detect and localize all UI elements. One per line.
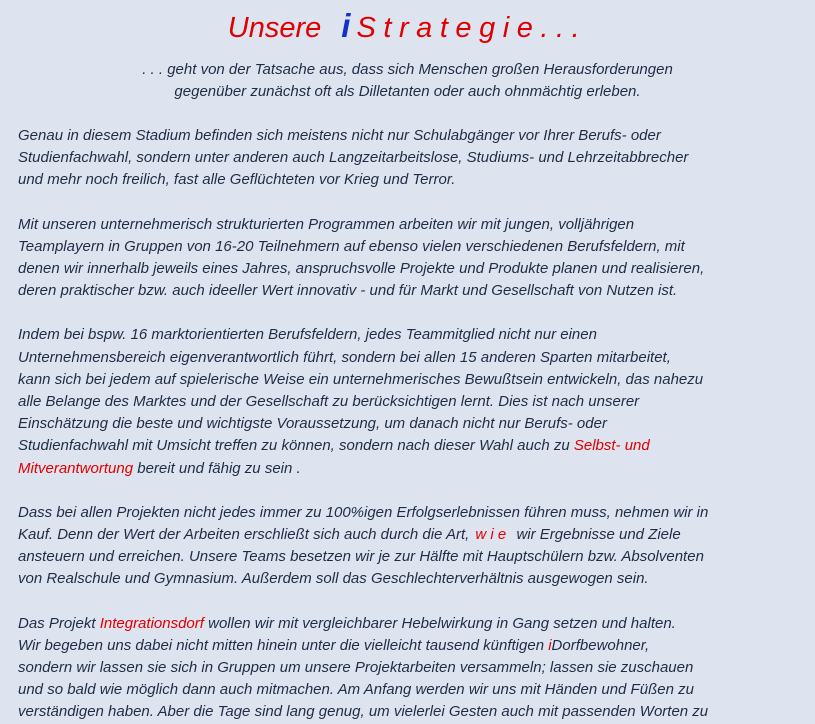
text-segment: Das Projekt bbox=[18, 614, 100, 632]
title-i-letter: i bbox=[341, 7, 351, 44]
text-line: Studienfachwahl, sondern unter anderen auch Langzeitarbeitslose, Studiums- und Lehrzeitabbrecher bbox=[18, 149, 689, 167]
text-line: alle Belange des Marktes und der Gesellschaft zu berücksichtigen lernt. Dies ist nach unserer bbox=[18, 393, 640, 411]
page-title bbox=[18, 6, 797, 46]
text-line: sondern wir lassen sie sich in Gruppen um unsere Projektarbeiten versammeln; lassen sie zuschauen bbox=[18, 659, 694, 677]
text-segment: Dorfbewohner, bbox=[551, 636, 650, 654]
text-line: Teamplayern in Gruppen von 16-20 Teilnehmern auf ebenso vielen verschiedenen Berufsfeldern, mit bbox=[18, 237, 685, 255]
intro-line: gegenüber zunächst oft als Dilletanten oder auch ohnmächtig erleben. bbox=[174, 83, 641, 100]
paragraph-integration-village bbox=[18, 613, 797, 724]
text-line: Indem bei bspw. 16 marktorientierten Berufsfeldern, jedes Teammitglied nicht nur einen bbox=[18, 326, 597, 344]
intro-paragraph bbox=[18, 59, 797, 103]
text-line bbox=[18, 435, 797, 457]
text-line: Dass bei allen Projekten nicht jedes immer zu 100%igen Erfolgserlebnissen führen muss, nehmen wir in bbox=[18, 503, 709, 521]
text-line bbox=[18, 524, 797, 546]
highlight-integrationsdorf: Integrationsdorf bbox=[99, 614, 204, 632]
text-line: und so bald wie möglich dann auch mitmachen. Am Anfang werden wir uns mit Händen und Füßen zu bbox=[18, 681, 694, 699]
title-part-strategie: Strategie... bbox=[356, 12, 588, 44]
text-line: denen wir innerhalb jeweils eines Jahres, anspruchsvolle Projekte und Produkte planen und realisieren, bbox=[18, 260, 705, 278]
paragraph-programs bbox=[18, 214, 797, 303]
text-line: Mit unseren unternehmerisch strukturierten Programmen arbeiten wir mit jungen, volljährigen bbox=[18, 215, 635, 233]
highlight-mitverantwortung: Mitverantwortung bbox=[18, 459, 134, 477]
text-line: Unternehmensbereich eigenverantwortlich führt, sondern bei allen 15 anderen Sparten mitarbeitet, bbox=[18, 348, 671, 366]
text-line bbox=[18, 613, 797, 635]
paragraph-professions bbox=[18, 324, 797, 479]
text-line: deren praktischer bzw. auch ideeller Wert innovativ - und für Markt und Gesellschaft von Nutzen ist. bbox=[18, 282, 678, 300]
highlight-wie: wie bbox=[475, 526, 511, 544]
text-segment: Wir begeben uns dabei nicht mitten hinein unter die vielleicht tausend künftigen bbox=[18, 636, 549, 654]
text-line bbox=[18, 458, 797, 480]
text-line: kann sich bei jedem auf spielerische Weise ein unternehmerisches Bewußtsein entwickeln, das nahezu bbox=[18, 370, 704, 388]
text-line: Genau in diesem Stadium befinden sich meistens nicht nur Schulabgänger vor Ihrer Berufs- oder bbox=[18, 127, 661, 144]
text-line: Einschätzung die beste und wichtigste Voraussetzung, um danach nicht nur Berufs- oder bbox=[18, 415, 607, 433]
highlight-selbst-und: Selbst- und bbox=[573, 437, 650, 455]
text-segment: wollen wir mit vergleichbarer Hebelwirkung in Gang setzen und halten. bbox=[203, 614, 676, 632]
text-line: ansteuern und erreichen. Unsere Teams besetzen wir je zur Hälfte mit Hauptschülern bzw. Absolventen bbox=[18, 548, 704, 566]
text-segment: bereit und fähig zu sein . bbox=[133, 459, 301, 477]
intro-line: . . . geht von der Tatsache aus, dass sich Menschen großen Herausforderungen bbox=[142, 61, 673, 78]
paragraph-situation bbox=[18, 125, 797, 192]
title-part-unsere: Unsere bbox=[227, 12, 322, 44]
text-segment: wir Ergebnisse und Ziele bbox=[516, 526, 681, 544]
text-segment: Kauf. Denn der Wert der Arbeiten erschließt sich auch durch die Art, bbox=[18, 526, 470, 544]
highlight-i-letter: i bbox=[548, 636, 552, 654]
text-line bbox=[18, 635, 797, 657]
text-segment: Studienfachwahl mit Umsicht treffen zu können, sondern nach dieser Wahl auch zu bbox=[18, 437, 574, 455]
text-line: von Realschule und Gymnasium. Außerdem soll das Geschlechterverhältnis ausgewogen sein. bbox=[18, 570, 649, 588]
text-line: und mehr noch freilich, fast alle Geflüchteten vor Krieg und Terror. bbox=[18, 171, 456, 189]
paragraph-projects bbox=[18, 502, 797, 591]
text-line: verständigen haben. Aber die Tage sind lang genug, um vielerlei Gesten auch mit passenden Worten zu bbox=[18, 703, 709, 721]
